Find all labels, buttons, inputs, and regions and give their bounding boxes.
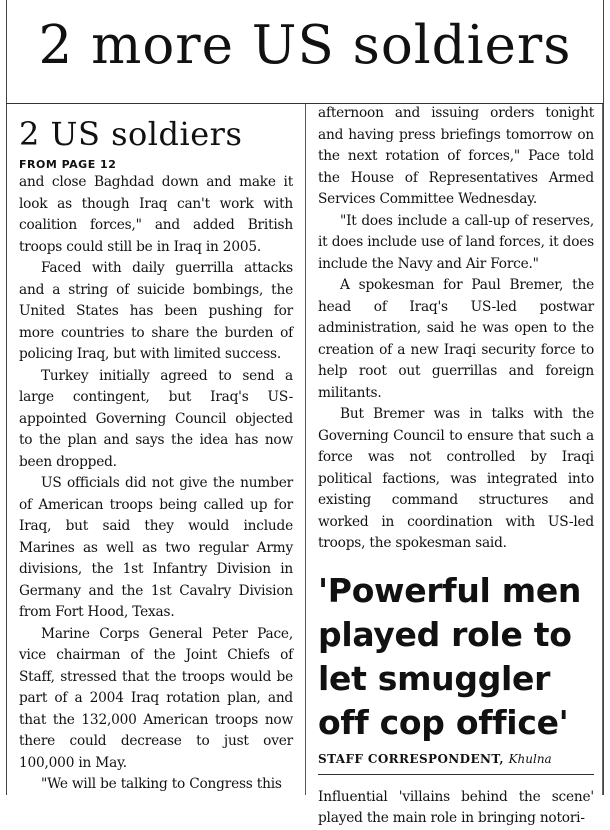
article-paragraph: and close Baghdad down and make it look as though Iraq can't work with coalition forces," and added British troops could still be in Iraq in 2005. [19,174,293,255]
byline-reporter: STAFF CORRESPONDENT, [318,751,504,766]
article-paragraph: A spokesman for Paul Bremer, the head of Iraq's US-led postwar administration, said he was open to the creation of a new Iraqi security force to help root out guerrillas and foreign militants. [318,277,594,401]
article-paragraph: US officials did not give the number of American troops being called up for Iraq, but said they would include Marines as well as two regular Army divisions, the 1st Infantry Division in Germany and the 1st Cavalry Division from Fort Hood, Texas. [19,475,293,620]
column-divider-right [602,104,603,795]
page-headline: 2 more US soldiers [38,15,572,76]
article-paragraph: Turkey initially agreed to send a large contingent, but Iraq's US-appointed Governing Council objected to the plan and says the idea has now been dropped. [19,367,293,470]
article-paragraph: Faced with daily guerrilla attacks and a string of suicide bombings, the United States has been pushing for more countries to share the burden of policing Iraq, but with limited success. [19,260,293,362]
left-column [19,112,293,796]
article-paragraph: afternoon and issuing orders tonight and having press briefings tomorrow on the next rotation of forces," Pace told the House of Representatives Armed Services Committee Wednesday. [318,105,594,207]
article-paragraph: "It does include a call-up of reserves, it does include use of land forces, it does include the Navy and Air Force." [318,212,594,272]
article-paragraph: Marine Corps General Peter Pace, vice chairman of the Joint Chiefs of Staff, stressed that the troops would be part of a 2004 Iraq rotation plan, and that the 132,000 American troops now there could decrease to just over 100,000 in May. [19,625,293,771]
page-border-right [603,0,604,795]
story-byline [318,751,594,767]
byline-place: Khulna [508,751,552,766]
article-paragraph: But Bremer was in talks with the Governing Council to ensure that such a force was not controlled by Iraqi political factions, was integrated into existing command structures and worked in coordination with US-led troops, the spokesman said. [318,406,594,551]
story-headline: 'Powerful men played role to let smuggler off cop office' [318,570,582,742]
page-border-left [6,0,7,795]
byline-divider [318,774,594,775]
article-subhead: 2 US soldiers [19,115,243,153]
continuation-kicker: FROM PAGE 12 [19,158,117,171]
article-paragraph: "We will be talking to Congress this [41,776,282,792]
story-lead-paragraph: Influential 'villains behind the scene' played the main role in bringing notori- [318,788,594,826]
right-column [318,103,594,830]
column-divider [305,104,306,795]
